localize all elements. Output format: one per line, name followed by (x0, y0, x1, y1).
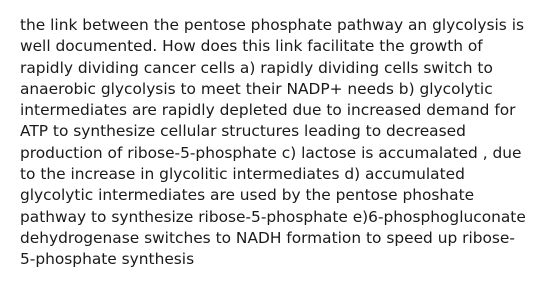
question-line: intermediates are rapidly depleted due to increased demand for (20, 101, 516, 120)
question-line: ATP to synthesize cellular structures leading to decreased (20, 122, 466, 141)
question-text (20, 15, 550, 271)
question-line: glycolytic intermediates are used by the pentose phoshate (20, 186, 475, 205)
question-line: production of ribose-5-phosphate c) lactose is accumalated , due (20, 143, 522, 162)
question-line: 5-phosphate synthesis (20, 250, 195, 269)
question-line: pathway to synthesize ribose-5-phosphate e)6-phosphogluconate (20, 207, 526, 226)
question-line: rapidly dividing cancer cells a) rapidly dividing cells switch to (20, 58, 493, 77)
question-line: to the increase in glycolitic intermediates d) accumulated (20, 165, 465, 184)
question-line: dehydrogenase switches to NADH formation to speed up ribose- (20, 228, 515, 247)
question-line: anaerobic glycolysis to meet their NADP+ needs b) glycolytic (20, 79, 493, 98)
question-line: well documented. How does this link facilitate the growth of (20, 37, 483, 56)
question-line: the link between the pentose phosphate pathway an glycolysis is (20, 16, 524, 34)
